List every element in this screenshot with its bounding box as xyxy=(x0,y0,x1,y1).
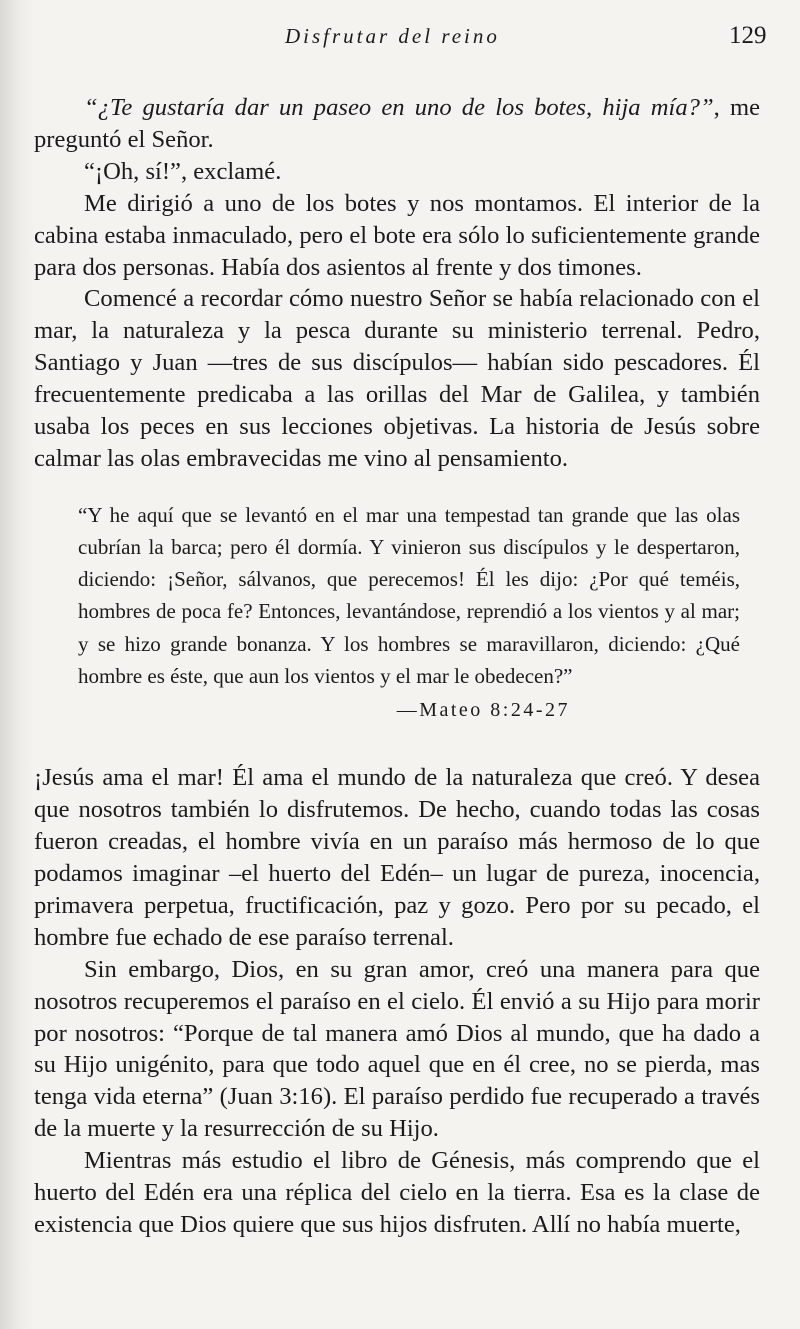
paragraph-boat: Me dirigió a uno de los botes y nos montamos. El interior de la cabina estaba inmaculado, pero el bote era sólo lo suficientemente grande para dos personas. Había dos asientos al frente y dos timones. xyxy=(34,189,760,281)
paragraph-question xyxy=(34,92,760,156)
scripture-citation: —Mateo 8:24-27 xyxy=(396,699,570,722)
paragraph-jesus-loves-sea: ¡Jesús ama el mar! Él ama el mundo de la naturaleza que creó. Y desea que nosotros también lo disfrutemos. De hecho, cuando todas las cosas fueron creadas, el hombre vivía en un paraíso más hermoso de lo que podamos imaginar –el huerto del Edén– un lugar de pureza, inocencia, primavera perpetua, fructificación, paz y gozo. Pero por su pecado, el hombre fue echado de ese paraíso terrenal. xyxy=(34,764,760,951)
question-attribution: , me preguntó el Señor. xyxy=(34,94,760,153)
paragraph-genesis: Mientras más estudio el libro de Génesis, más comprendo que el huerto del Edén era una réplica del cielo en la tierra. Esa es la clase de existencia que Dios quiere que sus hijos disfruten. Allí no había muerte, xyxy=(34,1147,760,1238)
scripture-quote-text: “Y he aquí que se levantó en el mar una tempestad tan grande que las olas cubrían la barca; pero él dormía. Y vinieron sus discípulos y le despertaron, diciendo: ¡Señor, sálvanos, que perecemos! Él les dijo: ¿Por qué teméis, hombres de poca fe? Entonces, levantándose, reprendió a los vientos y al mar; y se hizo grande bonanza. Y los hombres se maravillaron, diciendo: ¿Qué hombre es éste, que aun los vientos y el mar le obedecen?” xyxy=(78,502,740,688)
paragraph-exclamation: “¡Oh, sí!”, exclamé. xyxy=(84,157,282,185)
scripture-quote xyxy=(78,499,740,726)
page-header xyxy=(0,22,800,56)
paragraph-gods-love: Sin embargo, Dios, en su gran amor, creó una manera para que nosotros recuperemos el paraíso en el cielo. Él envió a su Hijo para morir por nosotros: “Porque de tal manera amó Dios al mundo, que ha dado a su Hijo unigénito, para que todo aquel que en él cree, no se pierda, mas tenga vida eterna” (Juan 3:16). El paraíso perdido fue recuperado a través de la muerte y la resurrección de su Hijo. xyxy=(34,955,760,1143)
running-title: Disfrutar del reino xyxy=(285,24,500,48)
page-gutter-shadow xyxy=(0,0,34,1329)
quoted-question: “¿Te gustaría dar un paseo en uno de los botes, hija mía?” xyxy=(84,94,714,121)
page-body xyxy=(34,92,760,1241)
page-number: 129 xyxy=(729,22,767,49)
section-gap xyxy=(34,726,760,762)
paragraph-ministry: Comencé a recordar cómo nuestro Señor se había relacionado con el mar, la naturaleza y la pesca durante su ministerio terrenal. Pedro, Santiago y Juan —tres de sus discípulos— habían sido pescadores. Él frecuentemente predicaba a las orillas del Mar de Galilea, y también usaba los peces en sus lecciones objetivas. La historia de Jesús sobre calmar las olas embravecidas me vino al pensamiento. xyxy=(34,285,760,472)
